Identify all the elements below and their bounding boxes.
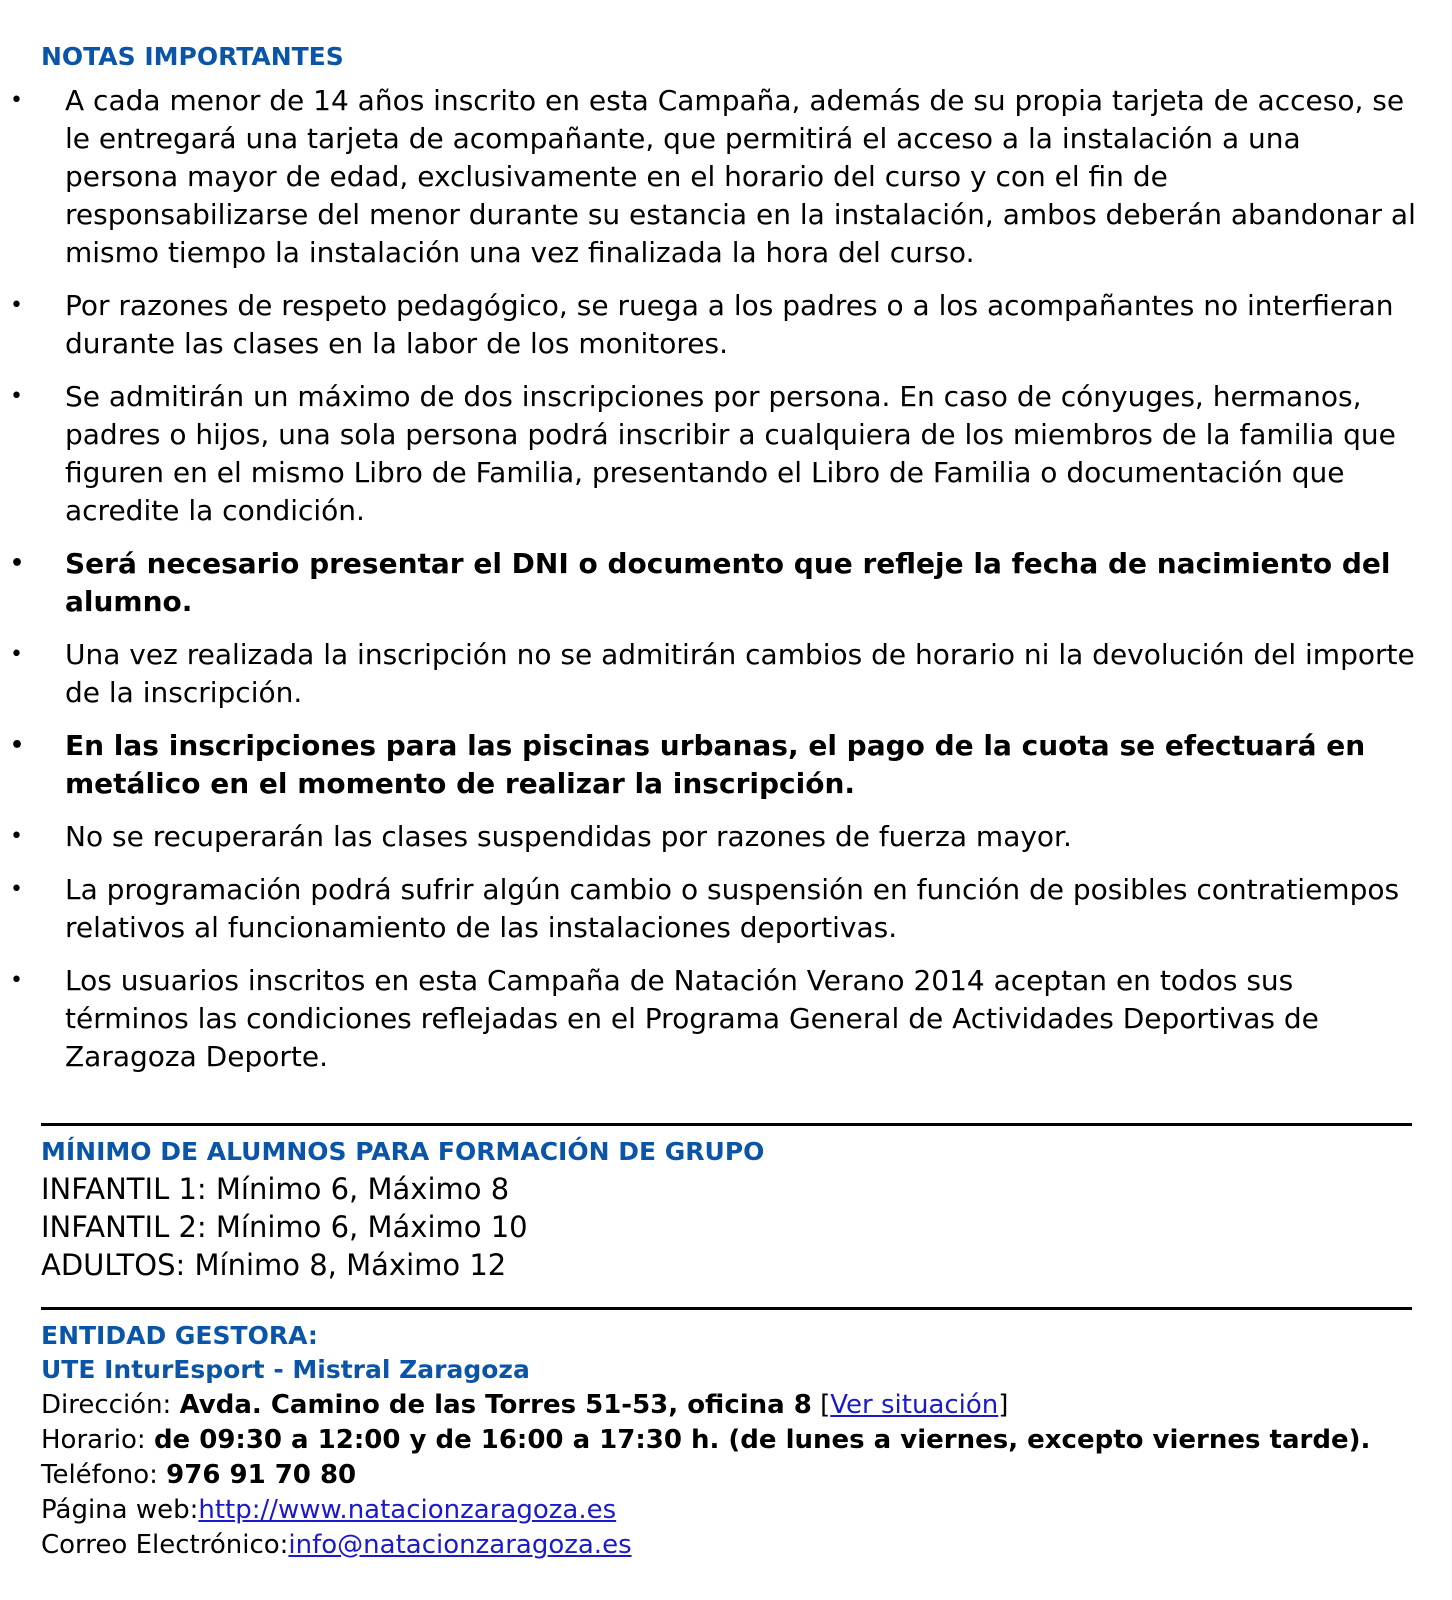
bullet-icon: • [10,551,25,576]
bracket-open: [ [811,1390,831,1420]
list-item [0,636,1420,712]
email-label: Correo Electrónico: [41,1530,289,1560]
list-item [0,727,1420,803]
list-item [0,871,1420,947]
bullet-icon: • [10,824,23,849]
web-label: Página web: [41,1495,199,1525]
note-text: Se admitirán un máximo de dos inscripciones por persona. En caso de cónyuges, hermanos, padres o hijos, una sola persona podrá inscribir a cualquiera de los miembros de la familia que figuren en el mismo Libro de Familia, presentando el Libro de Familia o documentación que acredite la condición. [65,380,1396,527]
list-item [0,545,1420,621]
entity-name: UTE InturEsport - Mistral Zaragoza [41,1355,530,1384]
web-line [41,1493,1370,1528]
hours-value: de 09:30 a 12:00 y de 16:00 a 17:30 h. (de lunes a viernes, excepto viernes tarde). [153,1425,1371,1455]
note-text: No se recuperarán las clases suspendidas por razones de fuerza mayor. [65,820,1072,853]
address-label: Dirección: [41,1390,180,1420]
divider [41,1307,1412,1310]
note-text: En las inscripciones para las piscinas urbanas, el pago de la cuota se efectuará en metálico en el momento de realizar la inscripción. [65,729,1366,800]
note-text: Los usuarios inscritos en esta Campaña de Natación Verano 2014 aceptan en todos sus términos las condiciones reflejadas en el Programa General de Actividades Deportivas de Zaragoza Deporte. [65,964,1319,1073]
bullet-icon: • [10,88,23,113]
minimum-line: ADULTOS: Mínimo 8, Máximo 12 [41,1248,507,1282]
bullet-icon: • [10,293,23,318]
phone-label: Teléfono: [41,1460,167,1490]
divider [41,1123,1412,1126]
phone-value: 976 91 70 80 [166,1460,357,1490]
bullet-icon: • [10,877,23,902]
list-item [0,287,1420,363]
bracket-close: ] [998,1390,1009,1420]
note-text: Por razones de respeto pedagógico, se ruega a los padres o a los acompañantes no interfieran durante las clases en la labor de los monitores. [65,289,1394,360]
list-item [0,378,1420,530]
minimum-list [41,1170,528,1284]
minimum-line: INFANTIL 2: Mínimo 6, Máximo 10 [41,1210,528,1244]
bullet-icon: • [10,968,23,993]
bullet-icon: • [10,384,23,409]
web-link[interactable]: http://www.natacionzaragoza.es [198,1495,617,1525]
email-line [41,1528,1370,1563]
contact-info [41,1388,1370,1563]
bullet-icon: • [10,733,25,758]
minimum-line: INFANTIL 1: Mínimo 6, Máximo 8 [41,1172,510,1206]
notes-heading: NOTAS IMPORTANTES [41,42,344,71]
note-text: A cada menor de 14 años inscrito en esta Campaña, además de su propia tarjeta de acceso, se le entregará una tarjeta de acompañante, que permitirá el acceso a la instalación a una persona mayor de edad, exclusivamente en el horario del curso y con el fin de responsabilizarse del menor durante su estancia en la instalación, ambos deberán abandonar al mismo tiempo la instalación una vez finalizada la hora del curso. [65,84,1416,269]
address-line [41,1388,1370,1423]
note-text: Será necesario presentar el DNI o documento que refleje la fecha de nacimiento del alumno. [65,547,1391,618]
notes-list [0,82,1420,1091]
note-text: Una vez realizada la inscripción no se admitirán cambios de horario ni la devolución del importe de la inscripción. [65,638,1415,709]
list-item [0,818,1420,856]
hours-line [41,1423,1370,1458]
list-item [0,962,1420,1076]
email-link[interactable]: info@natacionzaragoza.es [288,1530,632,1560]
minimum-heading: MÍNIMO DE ALUMNOS PARA FORMACIÓN DE GRUPO [41,1137,765,1166]
note-text: La programación podrá sufrir algún cambio o suspensión en función de posibles contratiempos relativos al funcionamiento de las instalaciones deportivas. [65,873,1400,944]
phone-line [41,1458,1370,1493]
map-link[interactable]: Ver situación [830,1390,999,1420]
list-item [0,82,1420,272]
address-value: Avda. Camino de las Torres 51-53, oficina 8 [179,1390,812,1420]
bullet-icon: • [10,642,23,667]
entity-heading: ENTIDAD GESTORA: [41,1321,318,1350]
hours-label: Horario: [41,1425,154,1455]
